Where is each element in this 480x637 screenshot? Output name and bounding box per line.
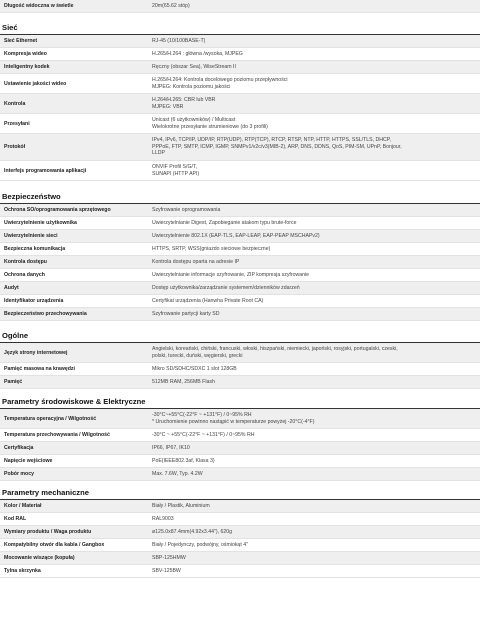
spec-key: Sieć Ethernet: [4, 38, 38, 44]
spec-key: Interfejs programowania aplikacji: [4, 167, 87, 174]
spec-row: [0, 35, 480, 48]
spec-value-line: MJPEG: VBR: [152, 103, 184, 110]
spec-value-line: MJPEG: Kontrola poziomu jakości: [152, 83, 231, 90]
spec-key: Pamięć: [4, 379, 23, 385]
spec-value: [144, 256, 480, 268]
spec-value-line: ø125.0x87.4mm(4.92x3.44"), 620g: [152, 528, 232, 535]
spec-key: Bezpieczeństwo przechowywania: [4, 311, 87, 317]
spec-key: Uwierzytelnienie sieci: [4, 233, 58, 239]
spec-key: Napięcie wejściowe: [4, 458, 53, 464]
spec-value: [144, 429, 480, 441]
spec-value-line: Biały / Pojedynczy, podwójny, ośmiokąt 4": [152, 541, 248, 548]
spec-row: [0, 74, 480, 94]
spec-value-line: ONVIF Profil S/G/T,: [152, 164, 197, 171]
spec-value: [144, 442, 480, 454]
spec-value: [144, 526, 480, 538]
spec-value: [144, 48, 480, 60]
section-top: [0, 0, 480, 13]
spec-row: [0, 269, 480, 282]
section-title: Bezpieczeństwo: [0, 188, 480, 204]
spec-row: [0, 513, 480, 526]
spec-key: Protokół: [4, 144, 26, 150]
spec-value: [144, 94, 480, 113]
spec-value-line: Uwierzytelnienie 802.1X (EAP-TLS, EAP-LEAP, EAP-PEAP MSCHAPv2): [152, 232, 320, 239]
spec-row: [0, 468, 480, 481]
spec-row: [0, 442, 480, 455]
spec-value-line: Unicast (6 użytkowników) / Multicast: [152, 117, 236, 124]
spec-value-line: H.265/H.264: Kontrola docelowego poziomu przepływności: [152, 77, 288, 84]
spec-value: [144, 204, 480, 216]
spec-value: [144, 295, 480, 307]
spec-value: [144, 61, 480, 73]
spec-row: [0, 526, 480, 539]
spec-value-line: -30°C ~ +55°C(-22°F ~ +131°F) / 0~95% RH: [152, 431, 255, 438]
spec-value: [144, 500, 480, 512]
spec-row: [0, 94, 480, 114]
spec-value-line: Max. 7.6W, Typ. 4.2W: [152, 470, 203, 477]
spec-value-line: 512MB RAM, 256MB Flash: [152, 378, 215, 385]
spec-value-line: RJ-45 (10/100BASE-T): [152, 37, 206, 44]
spec-value-line: Uwierzytelnianie Digest, Zapobieganie atakom typu brute-force: [152, 219, 297, 226]
spec-value: [144, 230, 480, 242]
spec-key: Kompresja wideo: [4, 51, 47, 57]
spec-value-line: Kontrola dostępu oparta na adresie IP: [152, 258, 240, 265]
spec-key: Tylna skrzynka: [4, 568, 41, 574]
section-title: Ogólne: [0, 327, 480, 343]
spec-value-line: Szyfrowanie oprogramowania: [152, 206, 221, 213]
spec-value-line: Wielokrotne przesyłanie strumieniowe (do 3 profili): [152, 123, 268, 130]
section-title: Parametry mechaniczne: [0, 484, 480, 500]
spec-key: Kompatybilny otwór dla kabla / Gangbox: [4, 542, 105, 548]
spec-row: [0, 409, 480, 429]
spec-value-line: IPv4, IPv6, TCP/IP, UDP/IP, RTP(UDP), RTP(TCP), RTCP, RTSP, NTP, HTTP, HTTPS, SSL/TLS, DHCP,: [152, 137, 391, 144]
spec-value: [144, 363, 480, 375]
spec-value: [144, 468, 480, 480]
spec-value-line: SBV-125BW: [152, 567, 181, 574]
spec-value-line: PPPoE, FTP, SMTP, ICMP, IGMP, SNMPv1/v2c/v3(MIB-2), ARP, DNS, DDNS, QoS, PIM-SM, UPnP, Bonjour,: [152, 143, 402, 150]
section-siec: [0, 19, 480, 181]
section-ogolne: [0, 327, 480, 389]
spec-key: Ustawienie jakości wideo: [4, 80, 67, 87]
spec-value: [144, 161, 480, 180]
spec-key: Długość widoczna w świetle: [4, 3, 74, 9]
spec-value: [144, 74, 480, 93]
spec-value-line: Certyfikat urządzenia (Hanwha Private Root CA): [152, 297, 264, 304]
spec-row: [0, 48, 480, 61]
spec-value-line: Biały / Plastik, Aluminium: [152, 502, 210, 509]
spec-value-line: * Uruchomienie powinno nastąpić w temperaturze powyżej -20°C(-4°F): [152, 418, 315, 425]
section-bezp: [0, 188, 480, 321]
spec-row: [0, 230, 480, 243]
spec-value-line: Szyfrowanie partycji karty SD: [152, 310, 220, 317]
spec-value: [144, 217, 480, 229]
spec-value-line: H.264/H.265: CBR lub VBR: [152, 97, 216, 104]
spec-value: [144, 308, 480, 320]
spec-row: [0, 539, 480, 552]
spec-key: Inteligentny kodek: [4, 64, 50, 70]
spec-key: Ochrona SO/oprogramowania sprzętowego: [4, 207, 111, 213]
spec-row: [0, 217, 480, 230]
spec-value: [144, 343, 480, 362]
section-srod: [0, 393, 480, 481]
spec-value: [144, 114, 480, 133]
spec-key: Język strony internetowej: [4, 349, 68, 356]
spec-value: [144, 269, 480, 281]
spec-key: Audyt: [4, 285, 19, 291]
spec-key: Bezpieczna komunikacja: [4, 246, 66, 252]
spec-row: [0, 0, 480, 13]
spec-value-line: SUNAPI (HTTP API): [152, 170, 200, 177]
spec-value: [144, 409, 480, 428]
spec-value-line: LLDP: [152, 150, 165, 157]
spec-value-line: Mikro SD/SDHC/SDXC 1 slot 128GB: [152, 365, 237, 372]
spec-key: Temperatura operacyjna / Wilgotność: [4, 415, 97, 422]
spec-value: [144, 376, 480, 388]
spec-key: Temperatura przechowywania / Wilgotność: [4, 432, 110, 438]
spec-value-line: RAL9003: [152, 515, 174, 522]
section-title: Sieć: [0, 19, 480, 35]
spec-value-line: IP66, IP67, IK10: [152, 444, 190, 451]
spec-value: [144, 243, 480, 255]
spec-value: [144, 455, 480, 467]
spec-value-line: polski, turecki, duński, węgierski, grecki: [152, 352, 243, 359]
spec-row: [0, 61, 480, 74]
spec-row: [0, 204, 480, 217]
spec-value-line: PoE(IEEE802.3af, Klasa 3): [152, 457, 215, 464]
spec-key: Pobór mocy: [4, 471, 34, 477]
spec-row: [0, 500, 480, 513]
spec-value-line: SBP-125HMW: [152, 554, 186, 561]
spec-key: Mocowanie wiszące (kopuła): [4, 555, 75, 561]
spec-row: [0, 114, 480, 134]
spec-key: Kolor / Materiał: [4, 503, 42, 509]
spec-key: Uwierzytelnienie użytkownika: [4, 220, 77, 226]
spec-row: [0, 308, 480, 321]
spec-key: Przesyłani: [4, 120, 30, 127]
spec-row: [0, 243, 480, 256]
spec-value: [144, 35, 480, 47]
spec-row: [0, 295, 480, 308]
spec-value-line: Angielski, koreański, chiński, francuski, włoski, hiszpański, niemiecki, japoński, rosyjski, portugalski, czeski,: [152, 346, 398, 353]
spec-row: [0, 256, 480, 269]
spec-key: Wymiary produktu / Waga produktu: [4, 529, 92, 535]
spec-value-line: Dostęp użytkownika/zarządzanie systemem/dzienników zdarzeń: [152, 284, 300, 291]
spec-row: [0, 161, 480, 181]
spec-row: [0, 429, 480, 442]
spec-row: [0, 282, 480, 295]
spec-value-line: H.265/H.264 : główna /wysoka, MJPEG: [152, 50, 243, 57]
section-title: Parametry środowiskowe & Elektryczne: [0, 393, 480, 409]
spec-value: [144, 282, 480, 294]
spec-value-line: 20m(65.62 stóp): [152, 2, 190, 9]
spec-key: Certyfikacja: [4, 445, 34, 451]
spec-value: [144, 134, 480, 160]
spec-key: Identyfikator urządzenia: [4, 298, 64, 304]
spec-key: Kod RAL: [4, 516, 27, 522]
spec-value-line: HTTPS, SRTP, WSS(gniazdo sieciowe bezpieczne): [152, 245, 271, 252]
spec-row: [0, 552, 480, 565]
spec-key: Ochrona danych: [4, 272, 45, 278]
section-mech: [0, 484, 480, 578]
spec-value: [144, 0, 480, 12]
spec-key: Pamięć masowa na krawędzi: [4, 366, 75, 372]
spec-row: [0, 565, 480, 578]
spec-value: [144, 552, 480, 564]
spec-value: [144, 565, 480, 577]
spec-row: [0, 455, 480, 468]
spec-key: Kontrola: [4, 100, 26, 107]
spec-value-line: Uwierzytelnianie informacje szyfrowanie, ZIP kompresja szyfrowanie: [152, 271, 310, 278]
spec-row: [0, 343, 480, 363]
spec-row: [0, 363, 480, 376]
spec-key: Kontrola dostępu: [4, 259, 47, 265]
spec-value-line: Ręczny (obszar Sea), WiseStream II: [152, 63, 236, 70]
spec-value-line: -30°C~+55°C(-22°F ~ +131°F) / 0~95% RH: [152, 412, 252, 419]
spec-row: [0, 376, 480, 389]
spec-value: [144, 513, 480, 525]
spec-row: [0, 134, 480, 161]
spec-value: [144, 539, 480, 551]
